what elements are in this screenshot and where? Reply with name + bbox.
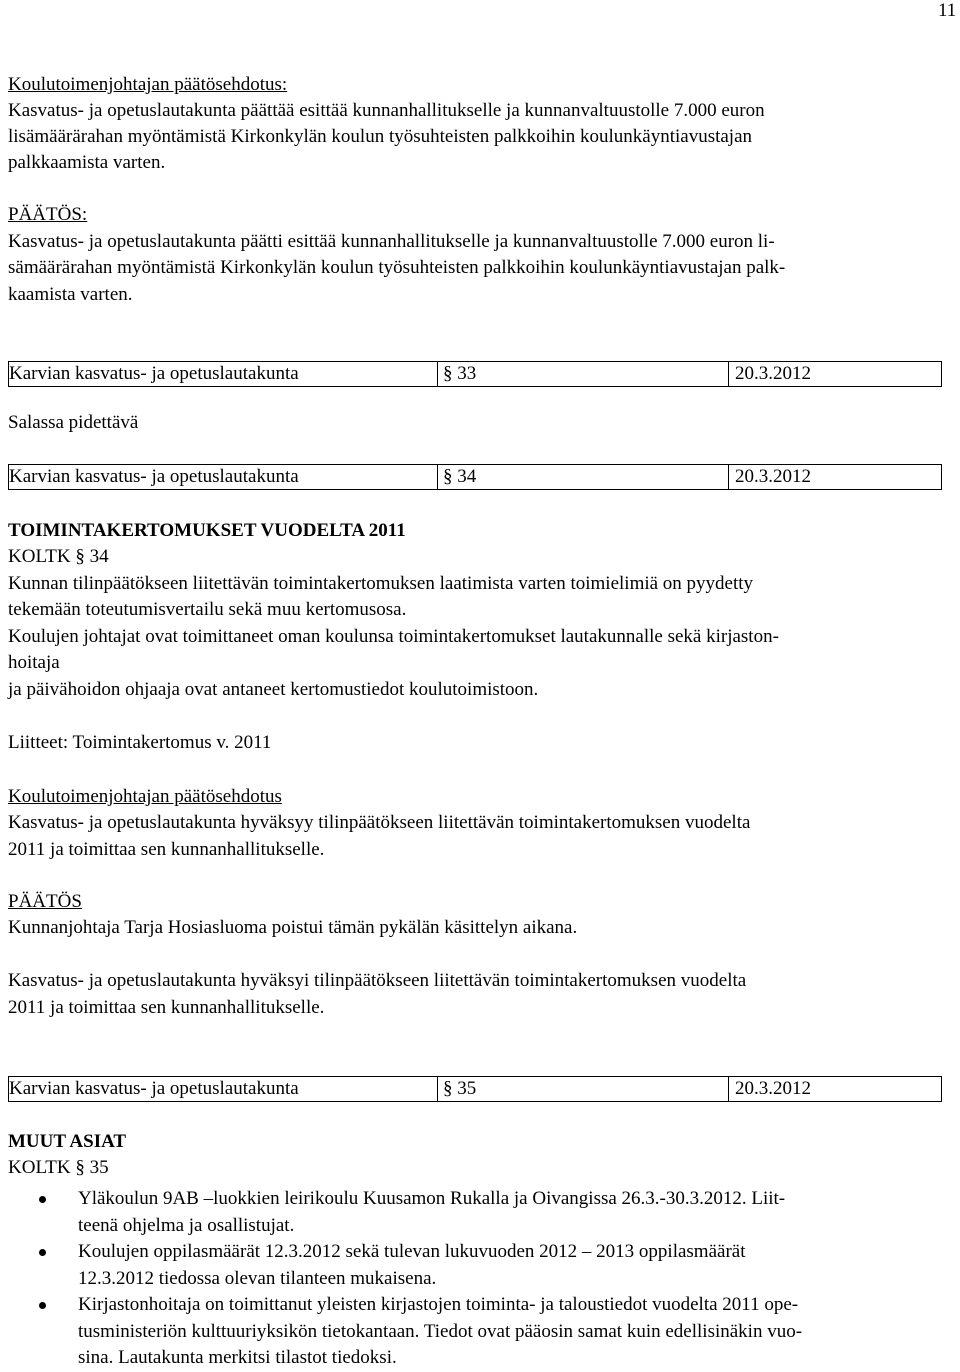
proposal-heading: Koulutoimenjohtajan päätösehdotus (8, 786, 282, 807)
body-line: Koulujen johtajat ovat toimittaneet oman koulunsa toimintakertomukset lautakunnalle sekä kirjaston- (8, 626, 779, 647)
confidential-notice: Salassa pidettävä (8, 412, 139, 433)
meeting-body: Karvian kasvatus- ja opetuslautakunta (9, 362, 438, 386)
meeting-date: 20.3.2012 (735, 466, 811, 487)
body-line: Kunnan tilinpäätökseen liitettävän toimintakertomuksen laatimista varten toimielimiä on pyydetty (8, 573, 754, 594)
decision-heading: PÄÄTÖS: (8, 204, 88, 225)
proposal-heading: Koulutoimenjohtajan päätösehdotus: (8, 74, 288, 95)
list-item (8, 1186, 943, 1239)
meeting-section: § 34 (437, 465, 729, 489)
list-item (8, 1239, 943, 1292)
list-item-line: Kirjastonhoitaja on toimittanut yleisten kirjastojen toiminta- ja taloustiedot vuodelta 2011 ope- (78, 1294, 799, 1315)
section-ref: KOLTK § 34 (8, 546, 109, 567)
body-line: hoitaja (8, 652, 60, 673)
meeting-header-33 (8, 361, 942, 387)
list-item (8, 1292, 943, 1372)
proposal-line: Kasvatus- ja opetuslautakunta hyväksyy tilinpäätökseen liitettävän toimintakertomuksen vuodelta (8, 812, 751, 833)
meeting-section: § 35 (437, 1077, 729, 1101)
decision-line: sämäärärahan myöntämistä Kirkonkylän koulun työsuhteisten palkkoihin koulunkäyntiavustajan palk- (8, 257, 786, 278)
list-item-line: Yläkoulun 9AB –luokkien leirikoulu Kuusamon Rukalla ja Oivangissa 26.3.-30.3.2012. Liit- (78, 1188, 786, 1209)
decision-note: Kunnanjohtaja Tarja Hosiasluoma poistui tämän pykälän käsittelyn aikana. (8, 917, 578, 938)
list-item-line: sina. Lautakunta merkitsi tilastot tiedoksi. (78, 1347, 397, 1368)
list-item-line: 12.3.2012 tiedossa olevan tilanteen mukaisena. (78, 1267, 437, 1289)
meeting-date: 20.3.2012 (735, 1078, 811, 1099)
list-item-line: tusministeriön kulttuuriyksikön tietokantaan. Tiedot ovat pääosin samat kuin edellisinäkin vuo- (78, 1320, 803, 1342)
decision-line: Kasvatus- ja opetuslautakunta hyväksyi tilinpäätökseen liitettävän toimintakertomuksen vuodelta (8, 970, 747, 991)
list-item-line: Koulujen oppilasmäärät 12.3.2012 sekä tulevan lukuvuoden 2012 – 2013 oppilasmäärät (78, 1241, 746, 1262)
body-line: ja päivähoidon ohjaaja ovat antaneet kertomustiedot koulutoimistoon. (8, 679, 539, 700)
decision-line: Kasvatus- ja opetuslautakunta päätti esittää kunnanhallitukselle ja kunnanvaltuustolle 7.000 euron li- (8, 231, 775, 252)
decision-line: kaamista varten. (8, 284, 133, 305)
section-ref: KOLTK § 35 (8, 1157, 109, 1178)
meeting-body: Karvian kasvatus- ja opetuslautakunta (9, 465, 438, 489)
section-title: MUUT ASIAT (8, 1131, 127, 1152)
page-number: 11 (938, 0, 957, 21)
meeting-body: Karvian kasvatus- ja opetuslautakunta (9, 1077, 438, 1101)
proposal-line: lisämäärärahan myöntämistä Kirkonkylän koulun työsuhteisten palkkoihin koulunkäyntiavustajan (8, 126, 753, 147)
meeting-section: § 33 (437, 362, 729, 386)
proposal-line: Kasvatus- ja opetuslautakunta päättää esittää kunnanhallitukselle ja kunnanvaltuustolle 7.000 euron (8, 100, 765, 121)
meeting-header-35 (8, 1076, 942, 1102)
meeting-header-34 (8, 464, 942, 490)
decision-line: 2011 ja toimittaa sen kunnanhallitukselle. (8, 997, 325, 1018)
section-title: TOIMINTAKERTOMUKSET VUODELTA 2011 (8, 520, 406, 541)
meeting-date: 20.3.2012 (735, 363, 811, 384)
list-item-line: teenä ohjelma ja osallistujat. (78, 1214, 295, 1236)
proposal-line: 2011 ja toimittaa sen kunnanhallitukselle. (8, 839, 325, 860)
body-line: tekemään toteutumisvertailu sekä muu kertomusosa. (8, 599, 407, 620)
bullet-list (8, 1186, 943, 1372)
proposal-line: palkkaamista varten. (8, 152, 166, 173)
decision-heading: PÄÄTÖS (8, 891, 82, 912)
attachments: Liitteet: Toimintakertomus v. 2011 (8, 732, 272, 753)
